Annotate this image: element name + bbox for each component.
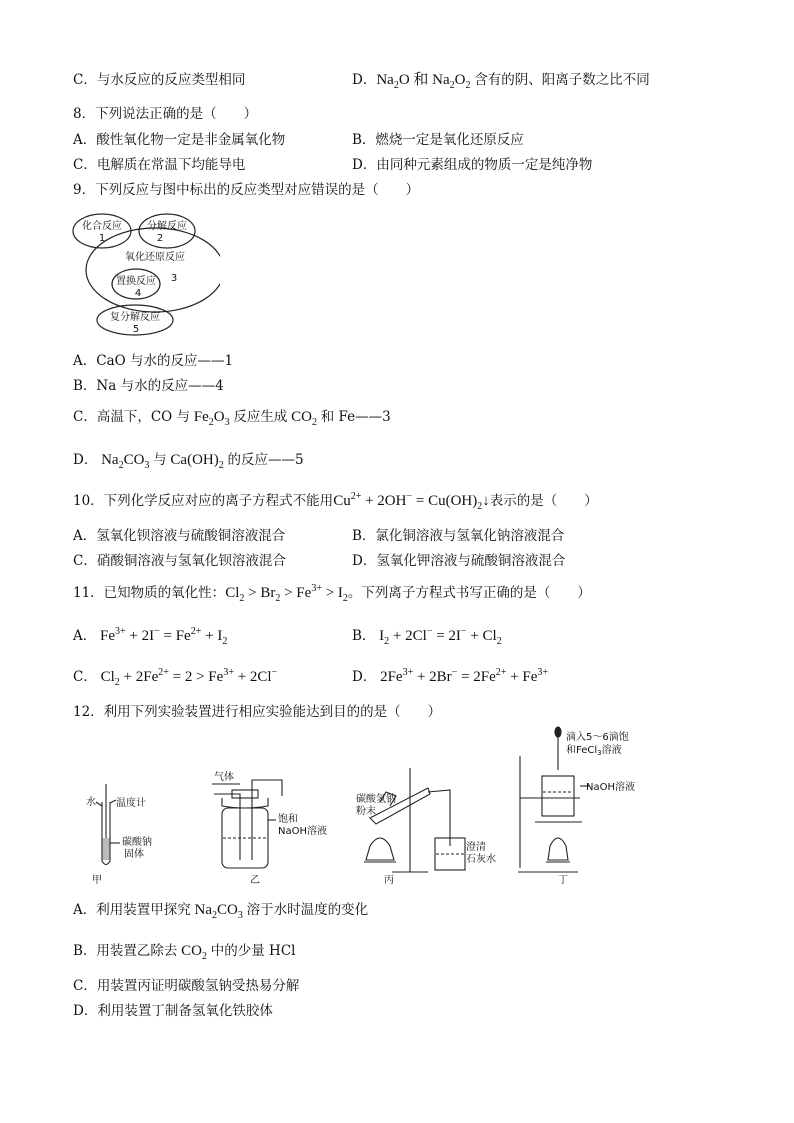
q8-option-b: B．燃烧一定是氧化还原反应 <box>352 132 524 148</box>
label-naoh-solution-2: NaOH溶液 <box>586 782 635 793</box>
label-redox: 氧化还原反应 <box>125 252 185 263</box>
label-water: 水 <box>86 797 96 808</box>
label-ding: 丁 <box>558 875 568 886</box>
q9-option-c: C．高温下，CO 与 $Fe_2O_3$ 反应生成 $CO_2$ 和 Fe——3 <box>73 409 391 428</box>
q10-option-d: D．氢氧化钾溶液与硫酸铜溶液混合 <box>352 553 566 569</box>
q8-option-d: D．由同种元素组成的物质一定是纯净物 <box>352 157 593 173</box>
label-drops-line1: 滴入5～6滴饱 <box>566 732 629 743</box>
label-clear: 澄清 <box>466 842 486 853</box>
label-jia: 甲 <box>92 875 102 886</box>
q9-stem: 9．下列反应与图中标出的反应类型对应错误的是（ ） <box>73 182 420 198</box>
label-substitution: 置换反应 <box>116 276 156 287</box>
q11-option-a: A． $Fe^{3+} + 2I^- = Fe^{2+} + I_2$ <box>73 626 228 647</box>
label-n5: 5 <box>132 324 140 335</box>
label-sodium-carbonate: 碳酸钠 <box>122 837 152 848</box>
q12-option-c: C．用装置丙证明碳酸氢钠受热易分解 <box>73 978 300 994</box>
apparatus-yi <box>212 780 282 868</box>
q11-option-d: D． $2Fe^{3+} + 2Br^- = 2Fe^{2+} + Fe^{3+}$ <box>352 667 549 685</box>
q12-stem: 12．利用下列实验装置进行相应实验能达到目的的是（ ） <box>73 704 442 720</box>
label-limewater: 石灰水 <box>466 854 496 865</box>
apparatus-jia <box>96 784 120 865</box>
q9-option-b: B．Na 与水的反应——4 <box>73 378 224 394</box>
label-bing: 丙 <box>384 875 394 886</box>
redox-ellipse <box>86 228 220 312</box>
label-double-decomposition: 复分解反应 <box>110 312 160 323</box>
label-thermometer: 温度计 <box>116 798 146 809</box>
label-decomposition: 分解反应 <box>147 221 187 232</box>
label-drops-line2: 和FeCl$_3$溶液 <box>566 745 622 757</box>
q7-option-d: D．$Na_2O$ 和 $Na_2O_2$ 含有的阴、阳离子数之比不同 <box>352 72 650 91</box>
q10-option-b: B．氯化铜溶液与氢氧化钠溶液混合 <box>352 528 565 544</box>
q10-option-c: C．硝酸铜溶液与氢氧化钡溶液混合 <box>73 553 286 569</box>
label-n2: 2 <box>156 233 164 244</box>
q8-option-a: A．酸性氧化物一定是非金属氧化物 <box>73 132 286 148</box>
q12-option-d: D．利用装置丁制备氢氧化铁胶体 <box>73 1003 273 1019</box>
label-sodium-bicarbonate: 碳酸氢钠 <box>356 794 396 805</box>
label-naoh-solution: NaOH溶液 <box>278 826 327 837</box>
q12-option-b: B．用装置乙除去 $CO_2$ 中的少量 HCl <box>73 943 296 962</box>
apparatus-figure <box>80 726 680 888</box>
label-n4: 4 <box>134 288 142 299</box>
label-gas: 气体 <box>214 772 234 783</box>
q12-option-a: A．利用装置甲探究 $Na_2CO_3$ 溶于水时温度的变化 <box>73 902 369 921</box>
q10-option-a: A．氢氧化钡溶液与硫酸铜溶液混合 <box>73 528 286 544</box>
q9-option-a: A．CaO 与水的反应——1 <box>73 353 234 369</box>
q11-option-c: C． $Cl_2 + 2Fe^{2+} = 2 > Fe^{3+} + 2Cl^-$ <box>73 667 278 688</box>
q7-option-c: C．与水反应的反应类型相同 <box>73 72 246 88</box>
q10-stem: 10．下列化学反应对应的离子方程式不能用$Cu^{2+} + 2OH^-$ = $Cu(OH)_2↓$表示的是（ ） <box>73 491 598 512</box>
label-saturated: 饱和 <box>278 814 298 825</box>
apparatus-bing <box>364 768 465 872</box>
q8-option-c: C．电解质在常温下均能导电 <box>73 157 246 173</box>
label-combination: 化合反应 <box>82 221 122 232</box>
q11-option-b: B． $I_2 + 2Cl^- = 2I^- + Cl_2$ <box>352 626 502 647</box>
label-solid: 固体 <box>124 849 144 860</box>
label-n1: 1 <box>98 233 106 244</box>
label-powder: 粉末 <box>356 806 376 817</box>
label-n3: 3 <box>170 273 178 284</box>
label-yi: 乙 <box>250 875 260 886</box>
q9-option-d: D． $Na_2CO_3$ 与 $Ca(OH)_2$ 的反应——5 <box>73 452 304 471</box>
q11-stem: 11．已知物质的氧化性：$Cl_2 > Br_2 > Fe^{3+} > I_2$。下列离子方程式书写正确的是（ ） <box>73 583 591 604</box>
q8-stem: 8．下列说法正确的是（ ） <box>73 106 258 122</box>
reaction-type-diagram <box>70 208 220 338</box>
